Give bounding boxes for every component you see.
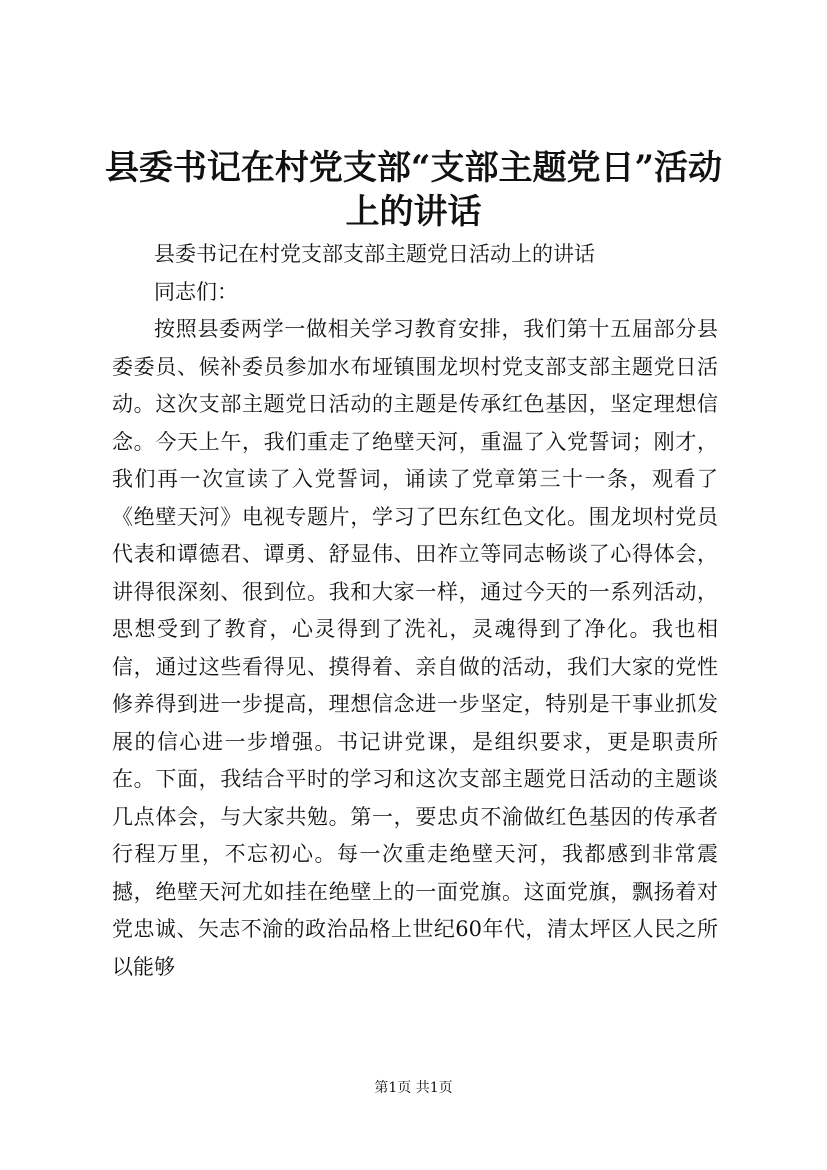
subtitle-line: 县委书记在村党支部支部主题党日活动上的讲话 [154, 242, 595, 266]
salutation-line: 同志们： [154, 279, 238, 304]
document-body [112, 236, 718, 986]
page-footer: 第1页 共1页 [374, 1080, 453, 1096]
document-title: 县委书记在村党支部“支部主题党日”活动上的讲话 [104, 148, 723, 232]
body-paragraph: 按照县委两学一做相关学习教育安排，我们第十五届部分县委委员、候补委员参加水布垭镇围龙坝村党支部支部主题党日活动。这次支部主题党日活动的主题是传承红色基因，坚定理想信念。今天上午，我们重走了绝壁天河，重温了入党誓词；刚才，我们再一次宣读了入党誓词，诵读了党章第三十一条，观看了《绝壁天河》电视专题片，学习了巴东红色文化。围龙坝村党员代表和谭德君、谭勇、舒显伟、田祚立等同志畅谈了心得体会，讲得很深刻、很到位。我和大家一样，通过今天的一系列活动，思想受到了教育，心灵得到了洗礼，灵魂得到了净化。我也相信，通过这些看得见、摸得着、亲自做的活动，我们大家的党性修养得到进一步提高，理想信念进一步坚定，特别是干事业抓发展的信心进一步增强。书记讲党课，是组织要求，更是职责所在。下面，我结合平时的学习和这次支部主题党日活动的主题谈几点体会，与大家共勉。第一，要忠贞不渝做红色基因的传承者行程万里，不忘初心。每一次重走绝壁天河，我都感到非常震撼，绝壁天河尤如挂在绝壁上的一面党旗。这面党旗，飘扬着对党忠诚、矢志不渝的政治品格上世纪60年代，清太坪区人民之所以能够 [112, 317, 718, 979]
